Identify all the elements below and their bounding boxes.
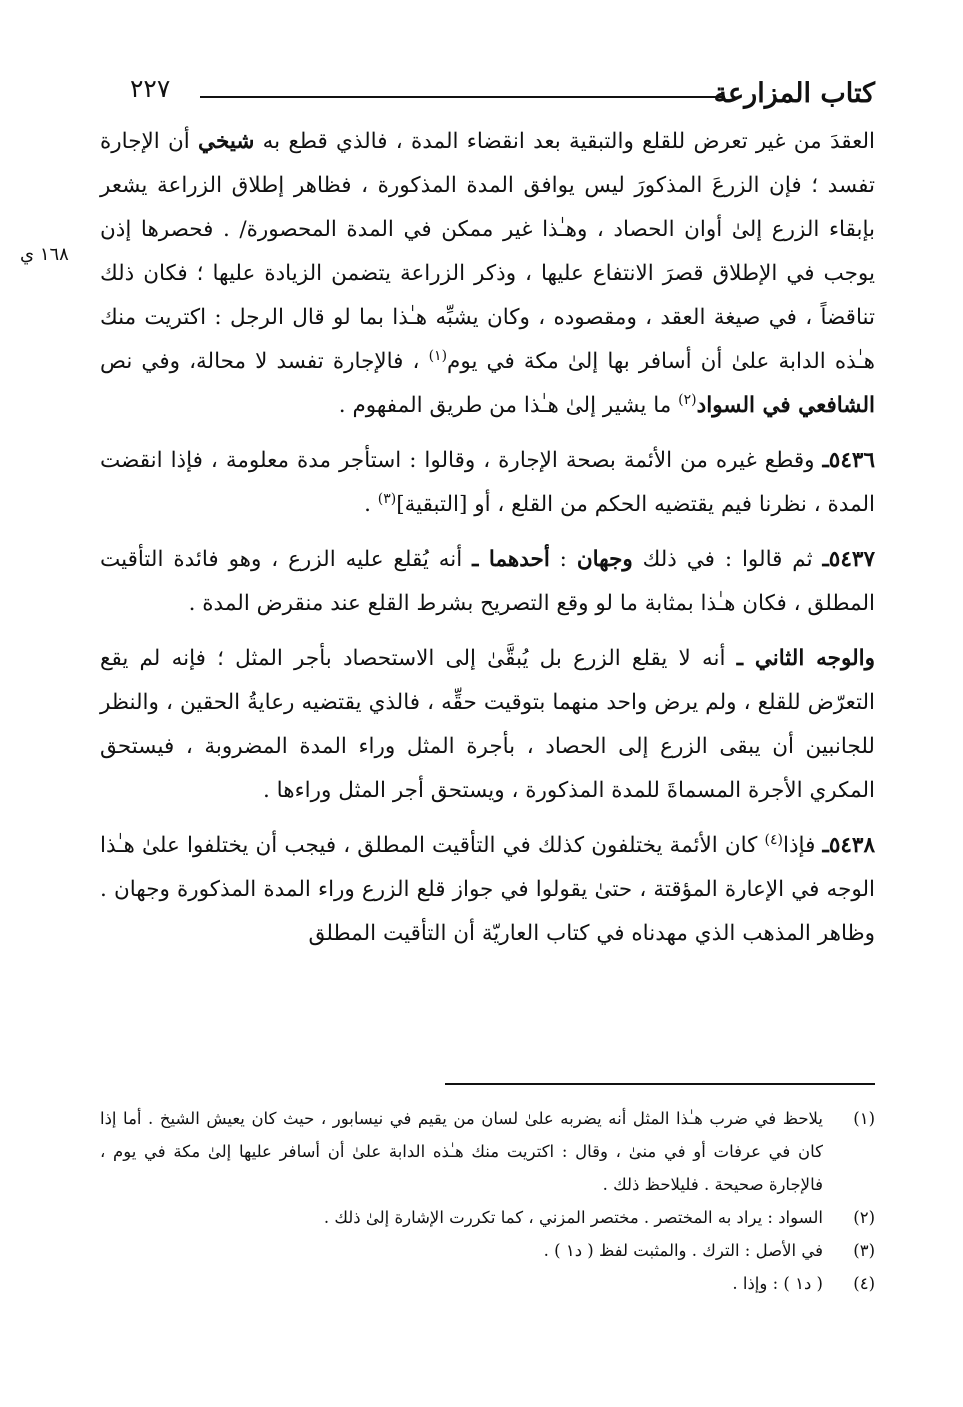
- footnote-4: [100, 1267, 875, 1300]
- paragraph-5438: [100, 824, 875, 956]
- text-run: ما يشير إلىٰ هـٰذا من طريق المفهوم .: [338, 393, 679, 418]
- footnote-number: (١): [853, 1109, 875, 1128]
- footnote-text: يلاحظ في ضرب هـٰذا المثل أنه يضربه علىٰ لسان من يقيم في نيسابور ، حيث كان يعيش الشيخ . أما إذا كان في عرفات أو في منىٰ ، وقال : اكتريت منك هـٰذه الدابة علىٰ أن أسافر عليها إلىٰ مكة في يوم ، فالإجارة صحيحة . فليلاحظ ذلك .: [100, 1109, 823, 1194]
- section-number: ٥٤٣٧ـ: [822, 547, 875, 572]
- margin-folio-note: ١٦٨ ي: [20, 244, 69, 265]
- footnote-ref: (٤): [764, 831, 783, 848]
- text-run: العقدَ من غير تعرض للقلع والتبقية بعد انقضاء المدة ، فالذي قطع به: [254, 129, 876, 154]
- main-text: [100, 120, 875, 967]
- text-run: فإذا: [783, 833, 823, 858]
- footnote-1: [100, 1102, 875, 1201]
- text-run: ثم قالوا : في ذلك: [632, 547, 823, 572]
- bold-term: والوجه الثاني ـ: [736, 646, 875, 671]
- text-run: :: [549, 547, 577, 572]
- header-rule: [200, 96, 725, 98]
- footnote-number: (٤): [853, 1274, 875, 1293]
- footnote-text: في الأصل : الترك . والمثبت لفظ ( د١ ) .: [543, 1241, 823, 1260]
- footnotes: [100, 1102, 875, 1300]
- footnote-text: السواد : يراد به المختصر . مختصر المزني ، كما تكررت الإشارة إلىٰ ذلك .: [323, 1208, 823, 1227]
- text-run: .: [364, 492, 378, 517]
- bold-term: شيخي: [198, 129, 255, 154]
- paragraph-5436: [100, 439, 875, 527]
- text-run: كان الأئمة يختلفون كذلك في التأقيت المطلق ، فيجب أن يختلفوا علىٰ هـٰذا الوجه في الإعارة المؤقتة ، حتىٰ يقولوا في جواز قلع الزرع وراء المدة المذكورة وجهان . وظاهر المذهب الذي مهدناه في كتاب العاريّة أن التأقيت المطلق: [100, 833, 875, 946]
- footnote-text: ( د١ ) : وإذا .: [732, 1274, 823, 1293]
- footnote-ref: (١): [428, 347, 448, 364]
- footnote-number: (٣): [853, 1241, 875, 1260]
- footnote-2: [100, 1201, 875, 1234]
- bold-term: الشافعي في السواد: [696, 393, 875, 418]
- section-number: ٥٤٣٦ـ: [822, 448, 875, 473]
- text-run: أن الإجارة تفسد ؛ فإن الزرعَ المذكورَ ليس يوافق المدة المذكورة ، فظاهر إطلاق الزراعة يشعر بإبقاء الزرع إلىٰ أوان الحصاد ، وهـٰذا غير ممكن في المدة المحصورة/ . فحصرها إذن يوجب في الإطلاق قصرَ الانتفاع عليها ، وذكر الزراعة يتضمن الزيادة عليها ؛ فكان ذلك تناقضاً ، في صيغة العقد ، ومقصوده ، وكان يشبِّه هـٰذا بما لو قال الرجل : اكتريت منك هـٰذه الدابة علىٰ أن أسافر بها إلىٰ مكة في يوم: [100, 129, 876, 374]
- bold-term: أحدهما ـ: [472, 547, 550, 572]
- section-number: ٥٤٣٨ـ: [822, 833, 876, 858]
- text-run: وقطع غيره من الأئمة بصحة الإجارة ، وقالوا : استأجر مدة معلومة ، فإذا انقضت المدة ، نظرنا فيم يقتضيه الحكم من القلع ، أو [التبقية]: [100, 448, 875, 517]
- footnote-ref: (٣): [377, 490, 397, 507]
- bold-term: وجهان: [576, 547, 633, 572]
- page-number: ٢٢٧: [130, 74, 171, 103]
- text-run: ، فالإجارة تفسد لا محالة، وفي نص: [100, 349, 429, 374]
- text-run: أنه لا يقلع الزرع بل يُبقَّىٰ إلى الاستحصاد بأجر المثل ؛ فإنه لم يقع التعرّض للقلع ، ولم يرض واحد منهما بتوقيت حقِّه ، فالذي يقتضيه رعايةُ الحقين ، والنظر للجانبين أن يبقى الزرع إلى الحصاد ، بأجرة المثل وراء المدة المضروبة ، فيستحق المكري الأجرة المسماةَ للمدة المذكورة ، ويستحق أجر المثل وراءها .: [100, 646, 875, 803]
- paragraph-1: [100, 120, 875, 428]
- paragraph-second-view: [100, 637, 875, 813]
- page-header: [120, 72, 875, 116]
- footnote-number: (٢): [853, 1208, 875, 1227]
- paragraph-5437: [100, 538, 875, 626]
- chapter-title: كتاب المزارعة: [713, 78, 875, 109]
- footnote-3: [100, 1234, 875, 1267]
- text-run: أنه يُقلع عليه الزرع ، وهو فائدة التأقيت المطلق ، فكان هـٰذا بمثابة ما لو وقع التصريح بشرط القلع عند منقرض المدة .: [100, 547, 875, 616]
- footnote-ref: (٢): [678, 391, 697, 408]
- footnote-separator: [445, 1083, 875, 1085]
